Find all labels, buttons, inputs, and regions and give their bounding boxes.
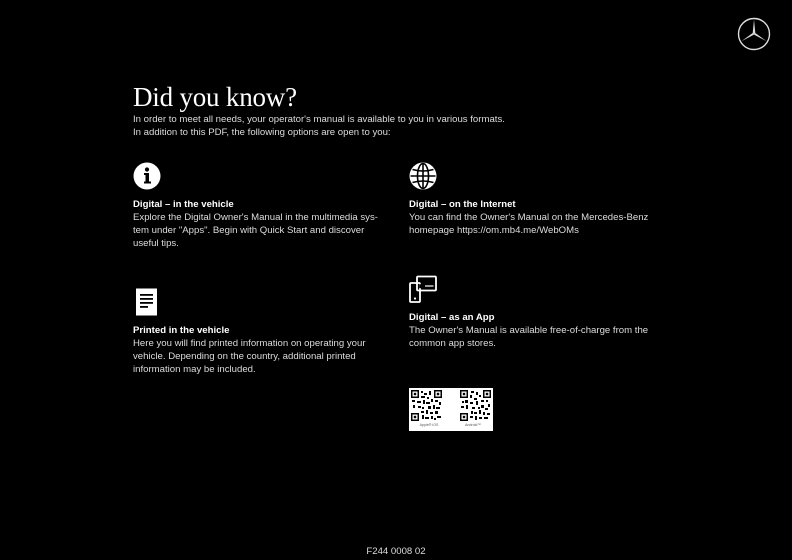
option-title: Printed in the vehicle — [133, 325, 230, 336]
intro-line: In addition to this PDF, the following options are open to you: — [133, 127, 391, 138]
option-title: Digital – on the Internet — [409, 199, 516, 210]
option-text: The Owner's Manual is available free-of-charge from the common app stores. — [409, 325, 649, 349]
option-text: Here you will find printed information on operating your vehicle. Depending on the country, additional printed information may be included. — [133, 338, 366, 375]
option-text: You can find the Owner's Manual on the Mercedes-Benz homepage https://om.mb4.me/WebOMs — [409, 212, 649, 236]
option-printed — [133, 288, 383, 376]
option-digital-app — [409, 275, 659, 350]
ios-qr-code[interactable] — [411, 390, 442, 421]
qr-code-panel — [409, 388, 493, 431]
page-title: Did you know? — [133, 82, 297, 112]
mercedes-star-logo — [737, 17, 771, 51]
option-digital-vehicle — [133, 162, 383, 250]
option-title: Digital – as an App — [409, 312, 495, 323]
android-qr-code[interactable] — [460, 390, 491, 421]
ios-qr-label: Apple® iOS — [419, 423, 439, 427]
intro-line: In order to meet all needs, your operator's manual is available to you in various formats. — [133, 114, 505, 125]
globe-icon — [409, 162, 437, 190]
option-digital-internet — [409, 162, 659, 237]
intro-text — [133, 113, 505, 139]
option-text: Explore the Digital Owner's Manual in the multimedia sys- tem under "Apps". Begin with Quick Start and discover useful tips. — [133, 212, 378, 249]
android-qr-label: Android™ — [465, 423, 481, 427]
info-icon — [133, 162, 161, 190]
document-icon — [133, 288, 161, 316]
footer-code: F244 0008 02 — [366, 546, 426, 557]
option-title: Digital – in the vehicle — [133, 199, 234, 210]
devices-icon — [409, 275, 437, 303]
